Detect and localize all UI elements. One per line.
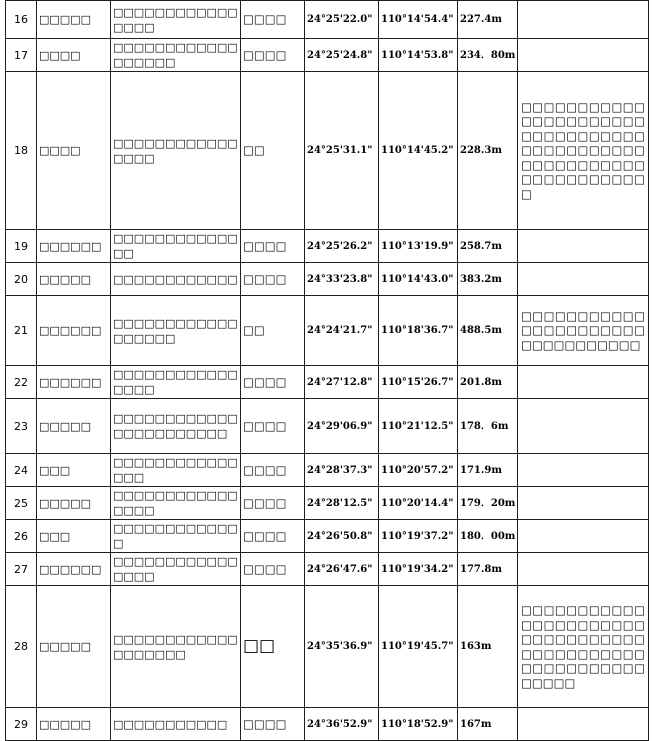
table-row	[6, 454, 649, 487]
site-name-cell: □□□□□	[37, 1, 111, 39]
table-row	[6, 72, 649, 230]
row-number-cell: 16	[6, 1, 37, 39]
elevation-cell: 179．20m	[458, 487, 518, 520]
elevation-cell: 177.8m	[458, 553, 518, 586]
table-row	[6, 263, 649, 296]
row-number-cell: 29	[6, 708, 37, 741]
site-name-cell: □□□□□□	[37, 296, 111, 366]
heritage-sites-table-page	[5, 0, 648, 741]
latitude-cell: 24°35'36.9"	[305, 586, 379, 708]
row-number-cell: 19	[6, 230, 37, 263]
site-name-cell: □□□□□	[37, 263, 111, 296]
longitude-cell: 110°14'53.8"	[379, 39, 458, 72]
table-row	[6, 586, 649, 708]
latitude-cell: 24°29'06.9"	[305, 399, 379, 454]
protection-zone-note-cell	[518, 454, 649, 487]
site-name-cell: □□□□□	[37, 586, 111, 708]
latitude-cell: 24°26'47.6"	[305, 553, 379, 586]
protection-level-cell: □□□□	[241, 399, 305, 454]
site-name-cell: □□□	[37, 520, 111, 553]
protection-level-cell: □□□□	[241, 708, 305, 741]
protection-zone-note-cell	[518, 487, 649, 520]
row-number-cell: 20	[6, 263, 37, 296]
table-row	[6, 708, 649, 741]
protection-zone-note-cell	[518, 366, 649, 399]
longitude-cell: 110°19'34.2"	[379, 553, 458, 586]
site-location-cell: □□□□□□□□□□□□□□	[111, 230, 241, 263]
site-location-cell: □□□□□□□□□□□□□□□□	[111, 487, 241, 520]
latitude-cell: 24°27'12.8"	[305, 366, 379, 399]
site-location-cell: □□□□□□□□□□□□□□□□	[111, 1, 241, 39]
site-location-cell: □□□□□□□□□□□□□□□□□□□□□□□	[111, 399, 241, 454]
site-location-cell: □□□□□□□□□□□□□□□□	[111, 553, 241, 586]
latitude-cell: 24°26'50.8"	[305, 520, 379, 553]
site-name-cell: □□□□□	[37, 487, 111, 520]
site-name-cell: □□□□	[37, 72, 111, 230]
row-number-cell: 24	[6, 454, 37, 487]
protection-zone-note-cell	[518, 399, 649, 454]
longitude-cell: 110°15'26.7"	[379, 366, 458, 399]
elevation-cell: 178．6m	[458, 399, 518, 454]
longitude-cell: 110°18'52.9"	[379, 708, 458, 741]
protection-zone-note-cell: □□□□□□□□□□□□□□□□□□□□□□□□□□□□□□□□□□□□□□□□□□□□□□□□□□□□□□□□□□□□	[518, 586, 649, 708]
latitude-cell: 24°28'37.3"	[305, 454, 379, 487]
longitude-cell: 110°21'12.5"	[379, 399, 458, 454]
protection-zone-note-cell	[518, 520, 649, 553]
table-row	[6, 39, 649, 72]
elevation-cell: 258.7m	[458, 230, 518, 263]
row-number-cell: 17	[6, 39, 37, 72]
row-number-cell: 26	[6, 520, 37, 553]
protection-level-cell: □□□□	[241, 230, 305, 263]
site-name-cell: □□□□□	[37, 708, 111, 741]
protection-level-cell: □□	[241, 72, 305, 230]
protection-zone-note-cell	[518, 1, 649, 39]
protection-level-cell: □□□□	[241, 1, 305, 39]
protection-level-cell: □□□□	[241, 487, 305, 520]
protection-level-cell: □□□□	[241, 520, 305, 553]
table-row	[6, 399, 649, 454]
table-row	[6, 230, 649, 263]
elevation-cell: 180．00m	[458, 520, 518, 553]
site-location-cell: □□□□□□□□□□□□□□□□□□	[111, 39, 241, 72]
protection-zone-note-cell	[518, 39, 649, 72]
table-row	[6, 296, 649, 366]
elevation-cell: 171.9m	[458, 454, 518, 487]
row-number-cell: 22	[6, 366, 37, 399]
site-name-cell: □□□□□	[37, 399, 111, 454]
site-name-cell: □□□□	[37, 39, 111, 72]
table-body	[6, 1, 649, 741]
longitude-cell: 110°20'57.2"	[379, 454, 458, 487]
table-row	[6, 553, 649, 586]
table-row	[6, 366, 649, 399]
site-location-cell: □□□□□□□□□□□□□□□□	[111, 72, 241, 230]
elevation-cell: 228.3m	[458, 72, 518, 230]
latitude-cell: 24°25'24.8"	[305, 39, 379, 72]
protection-level-cell: □□□□	[241, 366, 305, 399]
site-location-cell: □□□□□□□□□□□□□□□□□□	[111, 296, 241, 366]
row-number-cell: 23	[6, 399, 37, 454]
row-number-cell: 28	[6, 586, 37, 708]
protection-level-cell: □□□□	[241, 553, 305, 586]
row-number-cell: 25	[6, 487, 37, 520]
protection-zone-note-cell: □□□□□□□□□□□□□□□□□□□□□□□□□□□□□□□□□	[518, 296, 649, 366]
site-location-cell: □□□□□□□□□□□□	[111, 263, 241, 296]
protection-zone-note-cell: □□□□□□□□□□□□□□□□□□□□□□□□□□□□□□□□□□□□□□□□□□□□□□□□□□□□□□□□□□□□□□□□□□□	[518, 72, 649, 230]
elevation-cell: 234．80m	[458, 39, 518, 72]
protection-zone-note-cell	[518, 553, 649, 586]
protection-zone-note-cell	[518, 230, 649, 263]
row-number-cell: 18	[6, 72, 37, 230]
table-row	[6, 1, 649, 39]
site-location-cell: □□□□□□□□□□□□□□□□□□□	[111, 586, 241, 708]
longitude-cell: 110°14'43.0"	[379, 263, 458, 296]
heritage-sites-table	[5, 0, 649, 741]
longitude-cell: 110°18'36.7"	[379, 296, 458, 366]
latitude-cell: 24°28'12.5"	[305, 487, 379, 520]
elevation-cell: 383.2m	[458, 263, 518, 296]
row-number-cell: 21	[6, 296, 37, 366]
latitude-cell: 24°25'22.0"	[305, 1, 379, 39]
longitude-cell: 110°19'37.2"	[379, 520, 458, 553]
protection-level-cell: □□□□	[241, 454, 305, 487]
row-number-cell: 27	[6, 553, 37, 586]
latitude-cell: 24°25'31.1"	[305, 72, 379, 230]
elevation-cell: 163m	[458, 586, 518, 708]
longitude-cell: 110°13'19.9"	[379, 230, 458, 263]
elevation-cell: 227.4m	[458, 1, 518, 39]
protection-level-cell: □□□□	[241, 263, 305, 296]
site-location-cell: □□□□□□□□□□□□□□□	[111, 454, 241, 487]
protection-level-cell: □□	[241, 586, 305, 708]
latitude-cell: 24°33'23.8"	[305, 263, 379, 296]
table-row	[6, 487, 649, 520]
latitude-cell: 24°25'26.2"	[305, 230, 379, 263]
elevation-cell: 167m	[458, 708, 518, 741]
longitude-cell: 110°20'14.4"	[379, 487, 458, 520]
protection-zone-note-cell	[518, 263, 649, 296]
protection-level-cell: □□□□	[241, 39, 305, 72]
site-name-cell: □□□□□□	[37, 553, 111, 586]
longitude-cell: 110°14'54.4"	[379, 1, 458, 39]
protection-zone-note-cell	[518, 708, 649, 741]
table-row	[6, 520, 649, 553]
site-location-cell: □□□□□□□□□□□□□	[111, 520, 241, 553]
site-name-cell: □□□□□□	[37, 230, 111, 263]
longitude-cell: 110°19'45.7"	[379, 586, 458, 708]
protection-level-cell: □□	[241, 296, 305, 366]
latitude-cell: 24°24'21.7"	[305, 296, 379, 366]
site-name-cell: □□□□□□	[37, 366, 111, 399]
site-location-cell: □□□□□□□□□□□□□□□□	[111, 366, 241, 399]
elevation-cell: 201.8m	[458, 366, 518, 399]
latitude-cell: 24°36'52.9"	[305, 708, 379, 741]
site-location-cell: □□□□□□□□□□□	[111, 708, 241, 741]
site-name-cell: □□□	[37, 454, 111, 487]
longitude-cell: 110°14'45.2"	[379, 72, 458, 230]
elevation-cell: 488.5m	[458, 296, 518, 366]
